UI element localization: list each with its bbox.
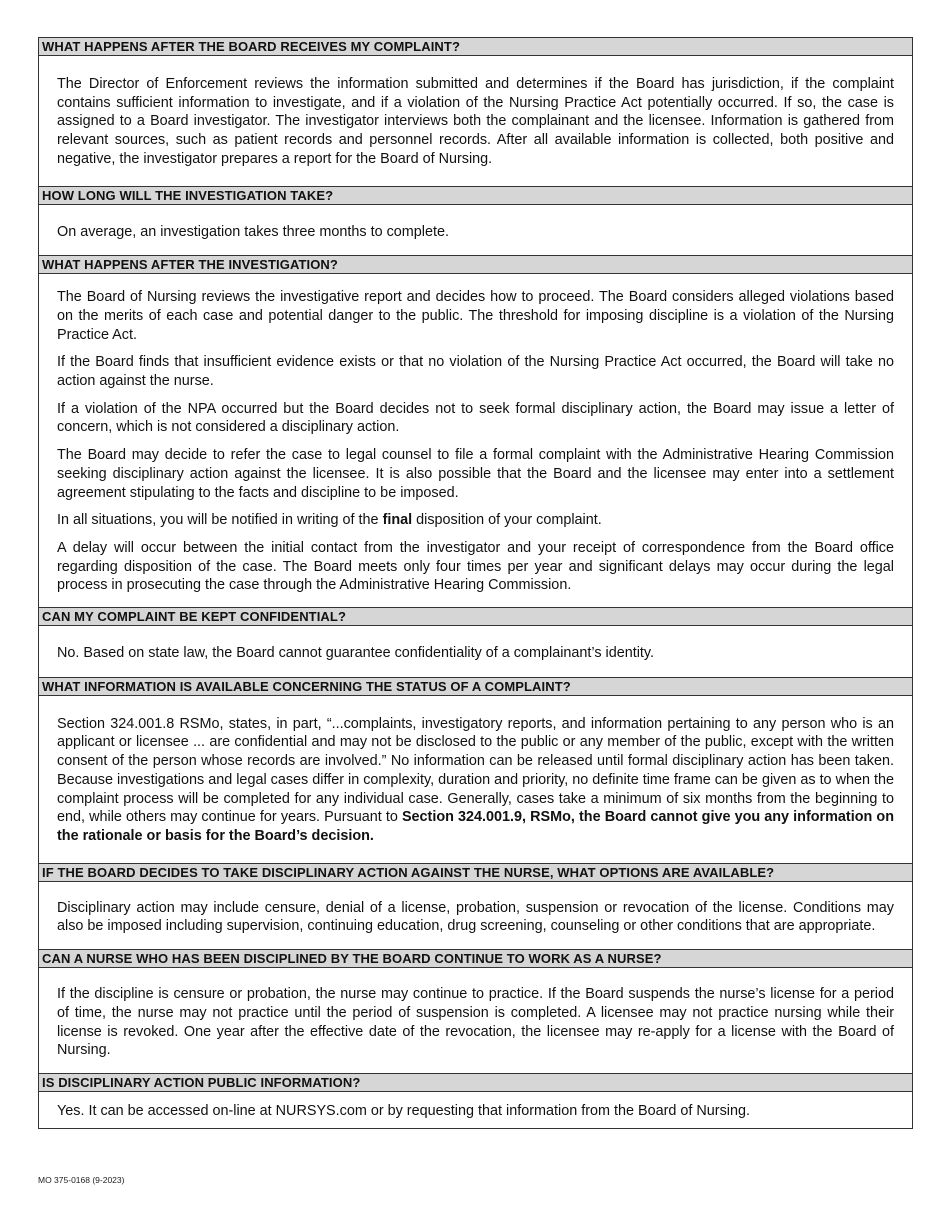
paragraph: The Director of Enforcement reviews the information submitted and determines if the Board has jurisdiction, if the complaint contains sufficient information to investigate, and if a violation of the Nursing Practice Act potentially occurred. If so, the case is assigned to a Board investigator. The investigator interviews both the complainant and the licensee. Information is gathered from relevant sources, such as patient records and personnel records. After all available information is collected, both positive and negative, the investigator prepares a report for the Board of Nursing. <box>57 76 894 167</box>
paragraph: Disciplinary action may include censure, denial of a license, probation, suspension or revocation of the license. Conditions may also be imposed including supervision, continuing education, drug screening, counseling or other conditions that are appropriate. <box>57 899 894 935</box>
paragraph <box>57 715 894 846</box>
paragraph: A delay will occur between the initial contact from the investigator and your receipt of correspondence from the Board office regarding disposition of the case. The Board meets only four times per year and significant delays may occur during the legal process in prosecuting the case through the Administrative Hearing Commission. <box>57 539 894 594</box>
paragraph: The Board of Nursing reviews the investigative report and decides how to proceed. The Board considers alleged violations based on the merits of each case and potential danger to the public. The threshold for imposing discipline is a violation of the Nursing Practice Act. <box>57 289 894 343</box>
paragraph: The Board may decide to refer the case to legal counsel to file a formal complaint with the Administrative Hearing Commission seeking disciplinary action against the licensee. It is also possible that the Board and the licensee may enter into a settlement agreement stipulating to the facts and discipline to be imposed. <box>57 447 894 501</box>
final-disposition-note <box>57 511 894 530</box>
section-heading: IF THE BOARD DECIDES TO TAKE DISCIPLINARY ACTION AGAINST THE NURSE, WHAT OPTIONS ARE AVAILABLE? <box>39 863 912 882</box>
section-body <box>39 968 912 1073</box>
section-body <box>39 882 912 949</box>
section-heading: WHAT HAPPENS AFTER THE BOARD RECEIVES MY COMPLAINT? <box>39 38 912 56</box>
section-body <box>39 205 912 256</box>
section-complaint-status <box>39 677 912 863</box>
text-run: In all situations, you will be notified in writing of the <box>57 512 383 529</box>
paragraph: Yes. It can be accessed on-line at NURSYS.com or by requesting that information from the Board of Nursing. <box>57 1102 750 1119</box>
section-body <box>39 56 912 186</box>
section-heading: WHAT INFORMATION IS AVAILABLE CONCERNING THE STATUS OF A COMPLAINT? <box>39 677 912 696</box>
faq-document <box>38 37 913 1129</box>
paragraph: If the Board finds that insufficient evidence exists or that no violation of the Nursing Practice Act occurred, the Board will take no action against the nurse. <box>57 354 894 390</box>
paragraph: No. Based on state law, the Board cannot guarantee confidentiality of a complainant’s identity. <box>57 645 655 662</box>
section-body <box>39 274 912 607</box>
text-run: Section 324.001.8 RSMo, states, in part, “...complaints, investigatory reports, and information pertaining to any person who is an applicant or licensee ... are confidential and may not be disclosed to the public or any member of the public, except with the written consent of the person whose records are involved.” No information can be released until formal disciplinary action has been taken. Because investigations and legal cases differ in complexity, duration and priority, no definite time frame can be given as to when the complaint process will be completed for any individual case. Generally, cases take a minimum of six months from the beginning to end, while others may continue for years. Pursuant to <box>57 715 894 826</box>
section-after-investigation <box>39 255 912 607</box>
form-number: MO 375-0168 (9-2023) <box>38 1175 125 1185</box>
section-heading: CAN A NURSE WHO HAS BEEN DISCIPLINED BY THE BOARD CONTINUE TO WORK AS A NURSE? <box>39 949 912 968</box>
section-confidential <box>39 607 912 677</box>
text-run: disposition of your complaint. <box>412 512 602 529</box>
section-continue-to-work <box>39 949 912 1073</box>
bold-text: final <box>382 512 413 529</box>
section-investigation-duration <box>39 186 912 256</box>
bold-text: Section 324.001.9, RSMo, the Board cannot give you any information on the rationale or basis for the Board’s decision. <box>57 809 894 844</box>
section-public-information <box>39 1073 912 1121</box>
paragraph: On average, an investigation takes three months to complete. <box>57 223 449 240</box>
section-body <box>39 626 912 677</box>
section-heading: CAN MY COMPLAINT BE KEPT CONFIDENTIAL? <box>39 607 912 626</box>
section-heading: WHAT HAPPENS AFTER THE INVESTIGATION? <box>39 255 912 274</box>
section-board-receives-complaint <box>39 38 912 186</box>
paragraph: If the discipline is censure or probation, the nurse may continue to practice. If the Board suspends the nurse’s license for a period of time, the nurse may not practice until the period of suspension is completed. A licensee may not practice nursing while their license is revoked. One year after the effective date of the revocation, the licensee may re-apply for a license with the Board of Nursing. <box>57 986 894 1059</box>
section-heading: IS DISCIPLINARY ACTION PUBLIC INFORMATION? <box>39 1073 912 1092</box>
paragraph: If a violation of the NPA occurred but the Board decides not to seek formal disciplinary action, the Board may issue a letter of concern, which is not considered a disciplinary action. <box>57 400 894 436</box>
section-body <box>39 1092 912 1121</box>
section-heading: HOW LONG WILL THE INVESTIGATION TAKE? <box>39 186 912 205</box>
section-disciplinary-options <box>39 863 912 949</box>
section-body <box>39 696 912 863</box>
